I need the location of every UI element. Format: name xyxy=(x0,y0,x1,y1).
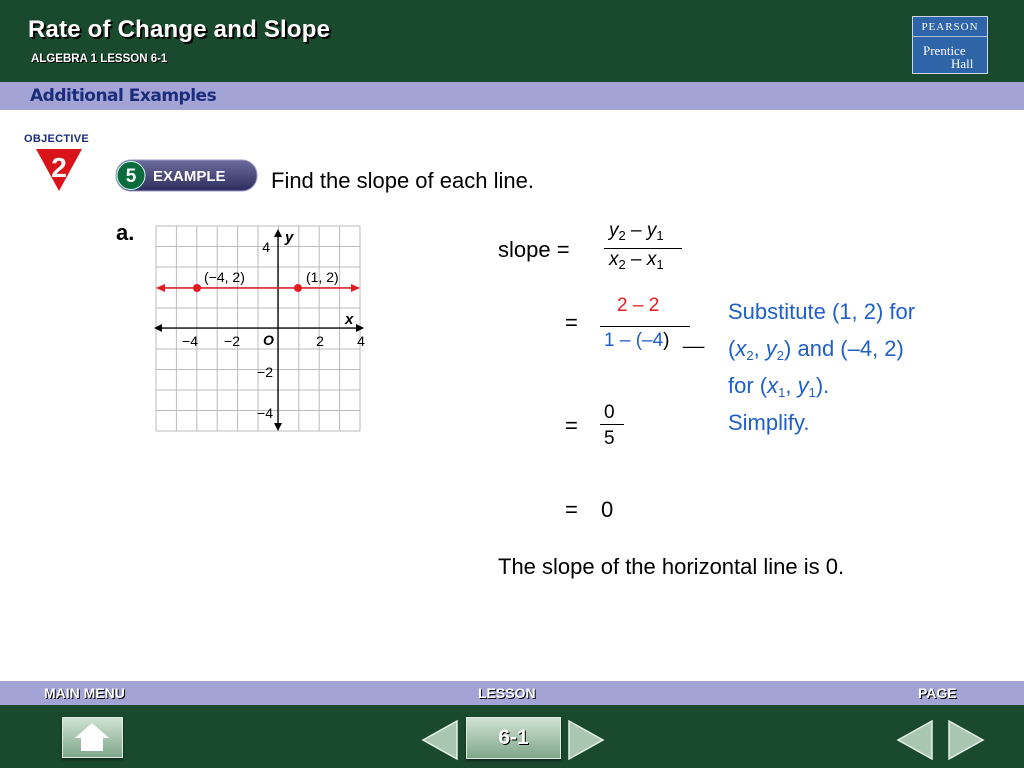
x-axis-arrow-left xyxy=(154,324,162,332)
logo-line1: Prentice xyxy=(923,43,966,58)
example-prompt: Find the slope of each line. xyxy=(271,168,534,193)
logo-brand: PEARSON xyxy=(913,21,987,37)
equals-sign: = xyxy=(565,413,578,438)
y-tick-label: −2 xyxy=(257,364,273,380)
lesson-number-button[interactable] xyxy=(466,717,561,759)
point-2 xyxy=(294,284,302,292)
step2-denominator: 5 xyxy=(604,428,615,449)
point-1-label: (−4, 2) xyxy=(204,269,245,285)
y-tick-label: 4 xyxy=(262,239,270,255)
footer-labels xyxy=(0,681,1024,705)
line-arrow-right xyxy=(351,284,360,292)
step1-denominator: 1 – (–4) xyxy=(604,330,670,351)
step2-numerator: 0 xyxy=(604,402,615,423)
step1-fraction-bar xyxy=(600,326,690,327)
step1-dash: __ xyxy=(683,328,705,349)
main-menu-home-button[interactable] xyxy=(62,717,123,758)
slope-label: slope = xyxy=(498,237,570,262)
y-axis-arrow-up xyxy=(274,229,282,237)
lesson-next-button[interactable] xyxy=(566,718,606,762)
note-line-2: ($x_2$, $y_2$) and (–4, 2) xyxy=(728,336,904,363)
page-next-button[interactable] xyxy=(946,718,986,762)
publisher-logo xyxy=(912,16,988,74)
lesson-subtitle: ALGEBRA 1 LESSON 6-1 xyxy=(31,53,168,65)
y-axis-label: y xyxy=(285,229,294,246)
example-badge xyxy=(115,158,258,193)
x-tick-label: 2 xyxy=(316,333,324,349)
note-line-1: Substitute (1, 2) for xyxy=(728,299,916,324)
section-band xyxy=(0,82,1024,110)
page-label: PAGE xyxy=(918,685,957,701)
conclusion-text: The slope of the horizontal line is 0. xyxy=(498,554,845,579)
formula-denominator: $x_2 - x_1$ xyxy=(609,249,664,272)
part-label: a. xyxy=(116,220,135,245)
lesson-label: LESSON xyxy=(478,685,536,701)
main-menu-label: MAIN MENU xyxy=(44,685,125,701)
page-prev-button[interactable] xyxy=(895,718,935,762)
x-tick-label: −2 xyxy=(224,333,240,349)
step1-numerator: 2 – 2 xyxy=(617,295,660,316)
formula-numerator: $y_2 - y_1$ xyxy=(609,220,664,243)
step3-result: 0 xyxy=(601,497,614,522)
x-tick-label: −4 xyxy=(182,333,198,349)
example-number: 5 xyxy=(125,166,137,187)
lesson-number: 6-1 xyxy=(498,726,529,749)
equals-sign: = xyxy=(565,497,578,522)
objective-marker xyxy=(24,133,96,197)
x-tick-label: 4 xyxy=(357,333,365,349)
point-1 xyxy=(193,284,201,292)
y-axis-arrow-down xyxy=(274,423,282,431)
y-tick-label: −4 xyxy=(257,405,273,421)
example-badge-icon xyxy=(115,158,258,193)
lesson-prev-button[interactable] xyxy=(420,718,460,762)
coordinate-graph xyxy=(140,215,380,440)
logo-line2: Hall xyxy=(951,56,974,71)
step2-fraction-bar xyxy=(600,424,624,425)
footer-bar xyxy=(0,705,1024,768)
objective-triangle-icon xyxy=(24,133,96,197)
equals-sign: = xyxy=(565,310,578,335)
note-line-3: for ($x_1$, $y_1$). xyxy=(728,373,830,400)
home-icon xyxy=(63,718,122,757)
point-2-label: (1, 2) xyxy=(306,269,339,285)
section-label: Additional Examples xyxy=(30,86,217,106)
objective-number: 2 xyxy=(51,152,67,183)
page-title: Rate of Change and Slope xyxy=(28,16,331,43)
origin-label: O xyxy=(263,332,274,348)
note-line-4: Simplify. xyxy=(728,410,810,435)
example-label: EXAMPLE xyxy=(153,168,226,185)
x-axis-label: x xyxy=(345,311,354,328)
header-bar xyxy=(0,0,1024,82)
line-arrow-left xyxy=(156,284,165,292)
objective-label: OBJECTIVE xyxy=(24,133,90,145)
